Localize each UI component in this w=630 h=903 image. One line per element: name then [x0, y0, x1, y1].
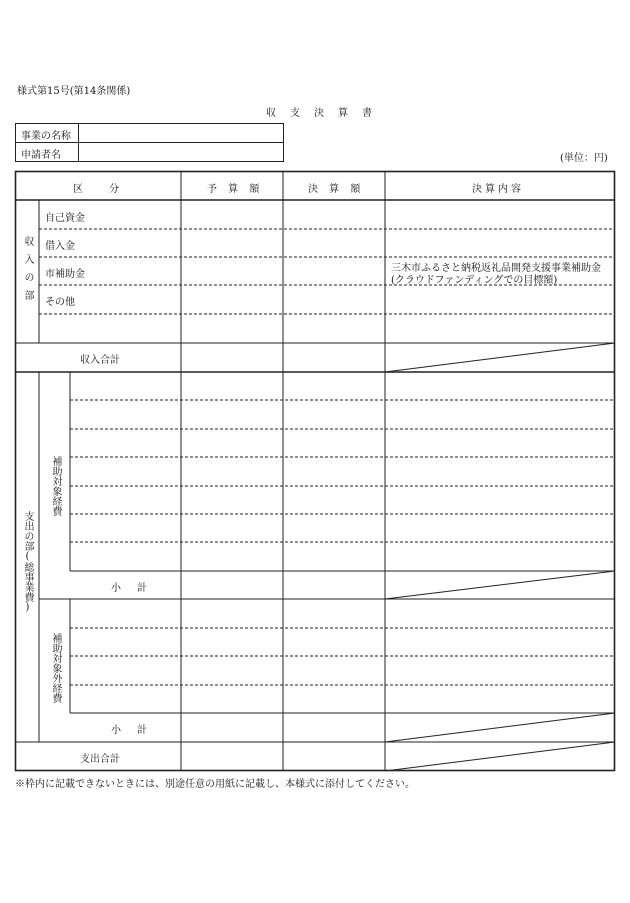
income-row-other: その他 — [45, 297, 75, 308]
ineligible-expenses-label: 補助対象外経費 — [50, 633, 61, 703]
project-name-label: 事業の名称 — [21, 131, 71, 142]
header-budget: 予 算 額 — [207, 184, 264, 195]
header-settlement: 決 算 額 — [308, 184, 365, 195]
footnote: ※枠内に記載できないときには、別途任意の用紙に記載し、本様式に添付してください。 — [15, 779, 415, 790]
header-category: 区 分 — [73, 184, 121, 195]
form-number: 様式第15号(第14条関係) — [17, 86, 131, 97]
ineligible-subtotal-label: 小 計 — [111, 725, 150, 736]
header-content: 決算内容 — [472, 184, 524, 195]
subsidy-note-line1: 三木市ふるさと納税返礼品開発支援事業補助金 — [391, 263, 601, 274]
income-row-city-subsidy: 市補助金 — [45, 269, 85, 280]
income-row-loans: 借入金 — [45, 241, 75, 252]
income-section-label: 収入の部 — [22, 236, 33, 308]
expense-total-label: 支出合計 — [80, 754, 120, 765]
eligible-expenses-label: 補助対象経費 — [50, 456, 61, 516]
eligible-subtotal-label: 小 計 — [111, 583, 150, 594]
unit-label: (単位：円) — [560, 153, 608, 164]
expense-section-label: 支出の部(総事業費) — [22, 511, 33, 613]
income-total-label: 収入合計 — [80, 355, 120, 366]
page-title: 収 支 決 算 書 — [266, 108, 374, 119]
applicant-label: 申請者名 — [21, 150, 61, 161]
subsidy-note-line2: (クラウドファンディングでの目標額) — [391, 275, 558, 286]
income-row-self-funds: 自己資金 — [45, 213, 85, 224]
